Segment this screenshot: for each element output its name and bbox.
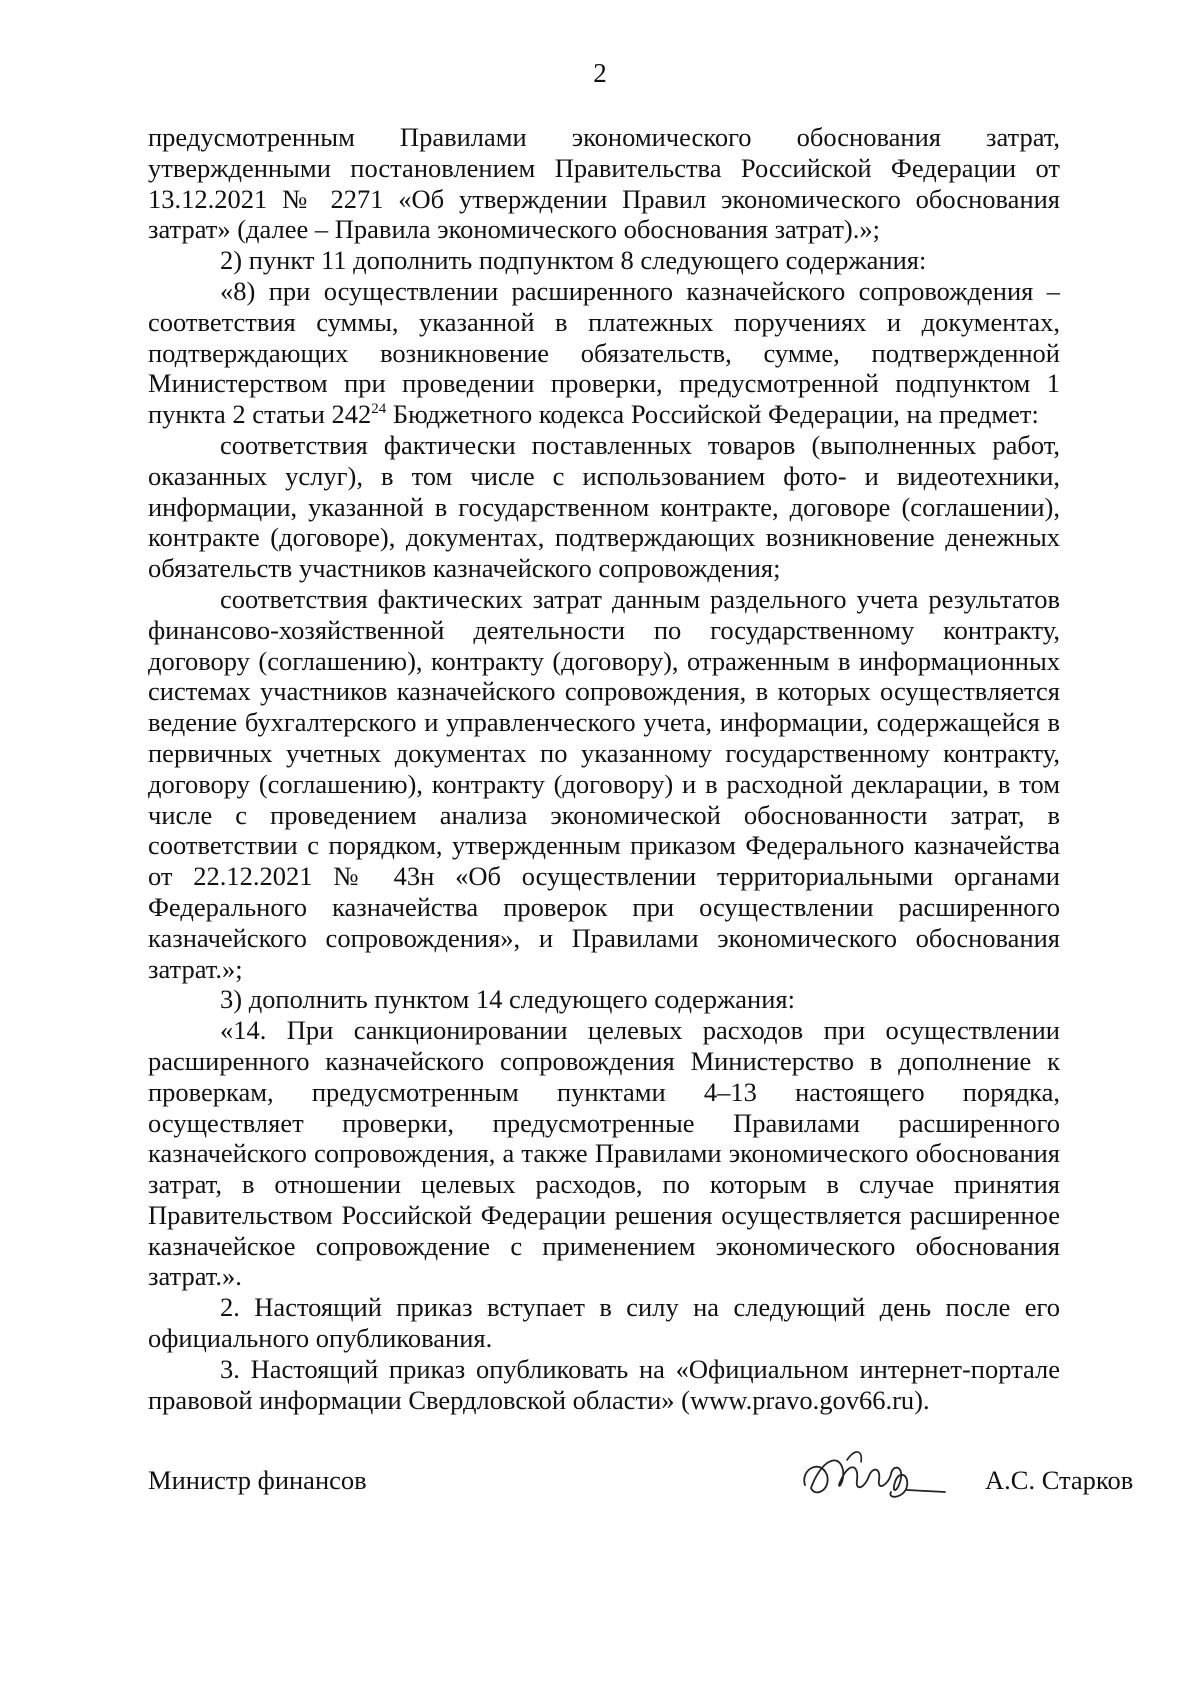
paragraph-8: 2. Настоящий приказ вступает в силу на следующий день после его официального опубликования.	[148, 1292, 1060, 1354]
paragraph-9: 3. Настоящий приказ опубликовать на «Официальном интернет-портале правовой информации Свердловской области» (www.pravo.gov66.ru).	[148, 1353, 1060, 1415]
page-number: 2	[593, 58, 607, 88]
signatory-title: Министр финансов	[148, 1465, 367, 1495]
paragraph-3-text: «8) при осуществлении расширенного казначейского сопровождения – соответствия суммы, указанной в платежных поручениях и документах, подтверждающих возникновение обязательств, сумме, подтвержденной Министерством при проведении проверки, предусмотренной подпунктом 1 пункта 2 статьи 242	[148, 275, 1060, 430]
signatory-name: А.С. Старков	[985, 1465, 1134, 1495]
handwritten-signature	[795, 1440, 955, 1510]
document-body	[148, 122, 1060, 1415]
paragraph-3-tail: Бюджетного кодекса Российской Федерации, на предмет:	[386, 399, 1039, 430]
paragraph-4: соответствия фактически поставленных товаров (выполненных работ, оказанных услуг), в том числе с использованием фото- и видеотехники, информации, указанной в государственном контракте, договоре (соглашении), контракте (договоре), документах, подтверждающих возникновение денежных обязательств участников казначейского сопровождения;	[148, 429, 1060, 584]
article-superscript: 24	[371, 401, 387, 418]
paragraph-5: соответствия фактических затрат данным раздельного учета результатов финансово-хозяйственной деятельности по государственному контракту, договору (соглашению), контракту (договору), отраженным в информационных системах участников казначейского сопровождения, в которых осуществляется ведение бухгалтерского и управленческого учета, информации, содержащейся в первичных учетных документах по указанному государственному контракту, договору (соглашению), контракту (договору) и в расходной декларации, в том числе с проведением анализа экономической обоснованности затрат, в соответствии с порядком, утвержденным приказом Федерального казначейства от 22.12.2021 № 43н «Об осуществлении территориальными органами Федерального казначейства проверок при осуществлении расширенного казначейского сопровождения», и Правилами экономического обоснования затрат.»;	[148, 583, 1060, 984]
paragraph-7: «14. При санкционировании целевых расходов при осуществлении расширенного казначейского сопровождения Министерство в дополнение к проверкам, предусмотренным пунктами 4–13 настоящего порядка, осуществляет проверки, предусмотренные Правилами расширенного казначейского сопровождения, а также Правилами экономического обоснования затрат, в отношении целевых расходов, по которым в случае принятия Правительством Российской Федерации решения осуществляется расширенное казначейское сопровождение с применением экономического обоснования затрат.».	[148, 1015, 1060, 1292]
paragraph-3	[148, 276, 1060, 430]
paragraph-2: 2) пункт 11 дополнить подпунктом 8 следующего содержания:	[220, 245, 927, 276]
paragraph-6: 3) дополнить пунктом 14 следующего содержания:	[220, 984, 795, 1015]
paragraph-1: предусмотренным Правилами экономического обоснования затрат, утвержденными постановлением Правительства Российской Федерации от 13.12.2021 № 2271 «Об утверждении Правил экономического обоснования затрат» (далее – Правила экономического обоснования затрат).»;	[148, 122, 1060, 245]
